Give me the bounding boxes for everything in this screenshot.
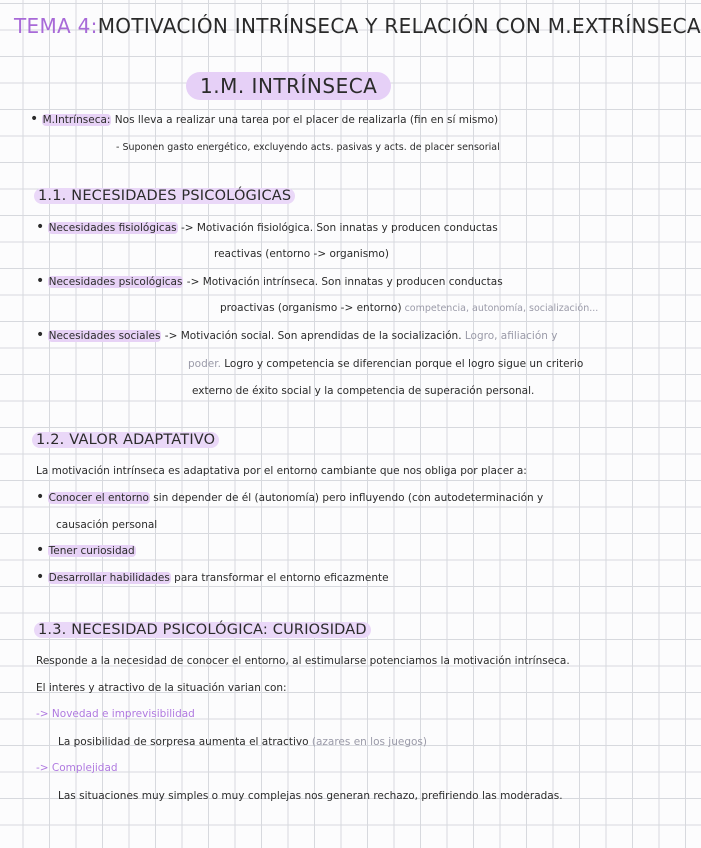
heading-1-2-text: 1.2. VALOR ADAPTATIVO: [32, 432, 219, 448]
intro-text-1: Nos lleva a realizar una tarea por el placer de realizarla (fin en sí mismo): [114, 114, 499, 126]
item-cont: causación personal: [56, 519, 158, 531]
title-tema: TEMA 4:: [14, 14, 98, 38]
bullet-icon: •: [36, 273, 45, 289]
item-text: sin depender de él (autonomía) pero influyendo (con autodeterminación y: [149, 492, 544, 504]
sec2-intro: La motivación intrínseca es adaptativa por el entorno cambiante que nos obliga por placer a:: [36, 465, 527, 477]
item-text: -> Motivación intrínseca. Son innatas y producen conductas: [183, 276, 503, 288]
intro-term: M.Intrínseca:: [42, 114, 111, 126]
sec3-line-1: Responde a la necesidad de conocer el entorno, al estimularse potenciamos la motivación intrínseca.: [36, 655, 570, 667]
item-term: Necesidades psicológicas: [48, 276, 183, 288]
social-cont-1: [188, 358, 583, 370]
item-extra: Logro, afiliación y: [461, 330, 558, 342]
list-item-fisiologicas: [36, 219, 498, 235]
arrow-item-complejidad: -> Complejidad: [36, 762, 118, 774]
item-text: -> Motivación fisiológica. Son innatas y producen conductas: [177, 222, 498, 234]
item-cont: [220, 302, 598, 314]
heading-1-3-text: 1.3. NECESIDAD PSICOLÓGICA: CURIOSIDAD: [34, 622, 371, 638]
heading-1-1-text: 1.1. NECESIDADES PSICOLÓGICAS: [34, 188, 295, 204]
novedad-text: [58, 736, 427, 748]
item-text: -> Motivación social. Son aprendidas de la socialización.: [161, 330, 462, 342]
item-cont-text: proactivas (organismo -> entorno): [220, 302, 402, 314]
item-term: Necesidades fisiológicas: [48, 222, 177, 234]
section-heading-1-1: [34, 188, 295, 204]
item-term: Conocer el entorno: [48, 492, 149, 504]
bullet-icon: •: [36, 542, 45, 558]
section-heading-1-3: [34, 622, 371, 638]
social-cont-1a: poder.: [188, 358, 221, 370]
novedad-text-main: La posibilidad de sorpresa aumenta el atractivo: [58, 736, 309, 748]
bullet-icon: •: [36, 327, 45, 343]
complejidad-text: Las situaciones muy simples o muy complejas nos generan rechazo, prefiriendo las moderadas.: [58, 790, 563, 802]
section-subtitle: [186, 74, 391, 98]
section-heading-1-2: [32, 432, 219, 448]
novedad-extra: (azares en los juegos): [308, 736, 427, 748]
bullet-icon: •: [36, 569, 45, 585]
intro-line-1: [30, 111, 499, 127]
subtitle-text: 1.M. INTRÍNSECA: [186, 72, 391, 100]
intro-line-2: - Suponen gasto energético, excluyendo acts. pasivas y acts. de placer sensorial: [116, 142, 500, 153]
sec3-line-2: El interes y atractivo de la situación varian con:: [36, 682, 287, 694]
list-item-sociales: [36, 327, 558, 343]
bullet-icon: •: [36, 489, 45, 505]
title-rest: MOTIVACIÓN INTRÍNSECA Y RELACIÓN CON M.EXTRÍNSECA: [97, 14, 701, 38]
item-term: Necesidades sociales: [48, 330, 161, 342]
item-term: Desarrollar habilidades: [48, 572, 170, 584]
list-item-psicologicas: [36, 273, 503, 289]
item-term: Tener curiosidad: [48, 545, 135, 557]
bullet-icon: •: [30, 111, 39, 127]
arrow-item-novedad: -> Novedad e imprevisibilidad: [36, 708, 195, 720]
page-title: [14, 14, 701, 38]
list-item-habilidades: [36, 569, 389, 585]
social-cont-1b: Logro y competencia se diferencian porque el logro sigue un criterio: [220, 358, 584, 370]
social-cont-2: externo de éxito social y la competencia de superación personal.: [192, 385, 535, 397]
bullet-icon: •: [36, 219, 45, 235]
item-text: para transformar el entorno eficazmente: [170, 572, 389, 584]
item-cont: reactivas (entorno -> organismo): [214, 248, 389, 260]
list-item-conocer: [36, 489, 544, 505]
list-item-curiosidad: [36, 542, 136, 558]
item-extra: competencia, autonomía, socialización...: [401, 303, 599, 314]
